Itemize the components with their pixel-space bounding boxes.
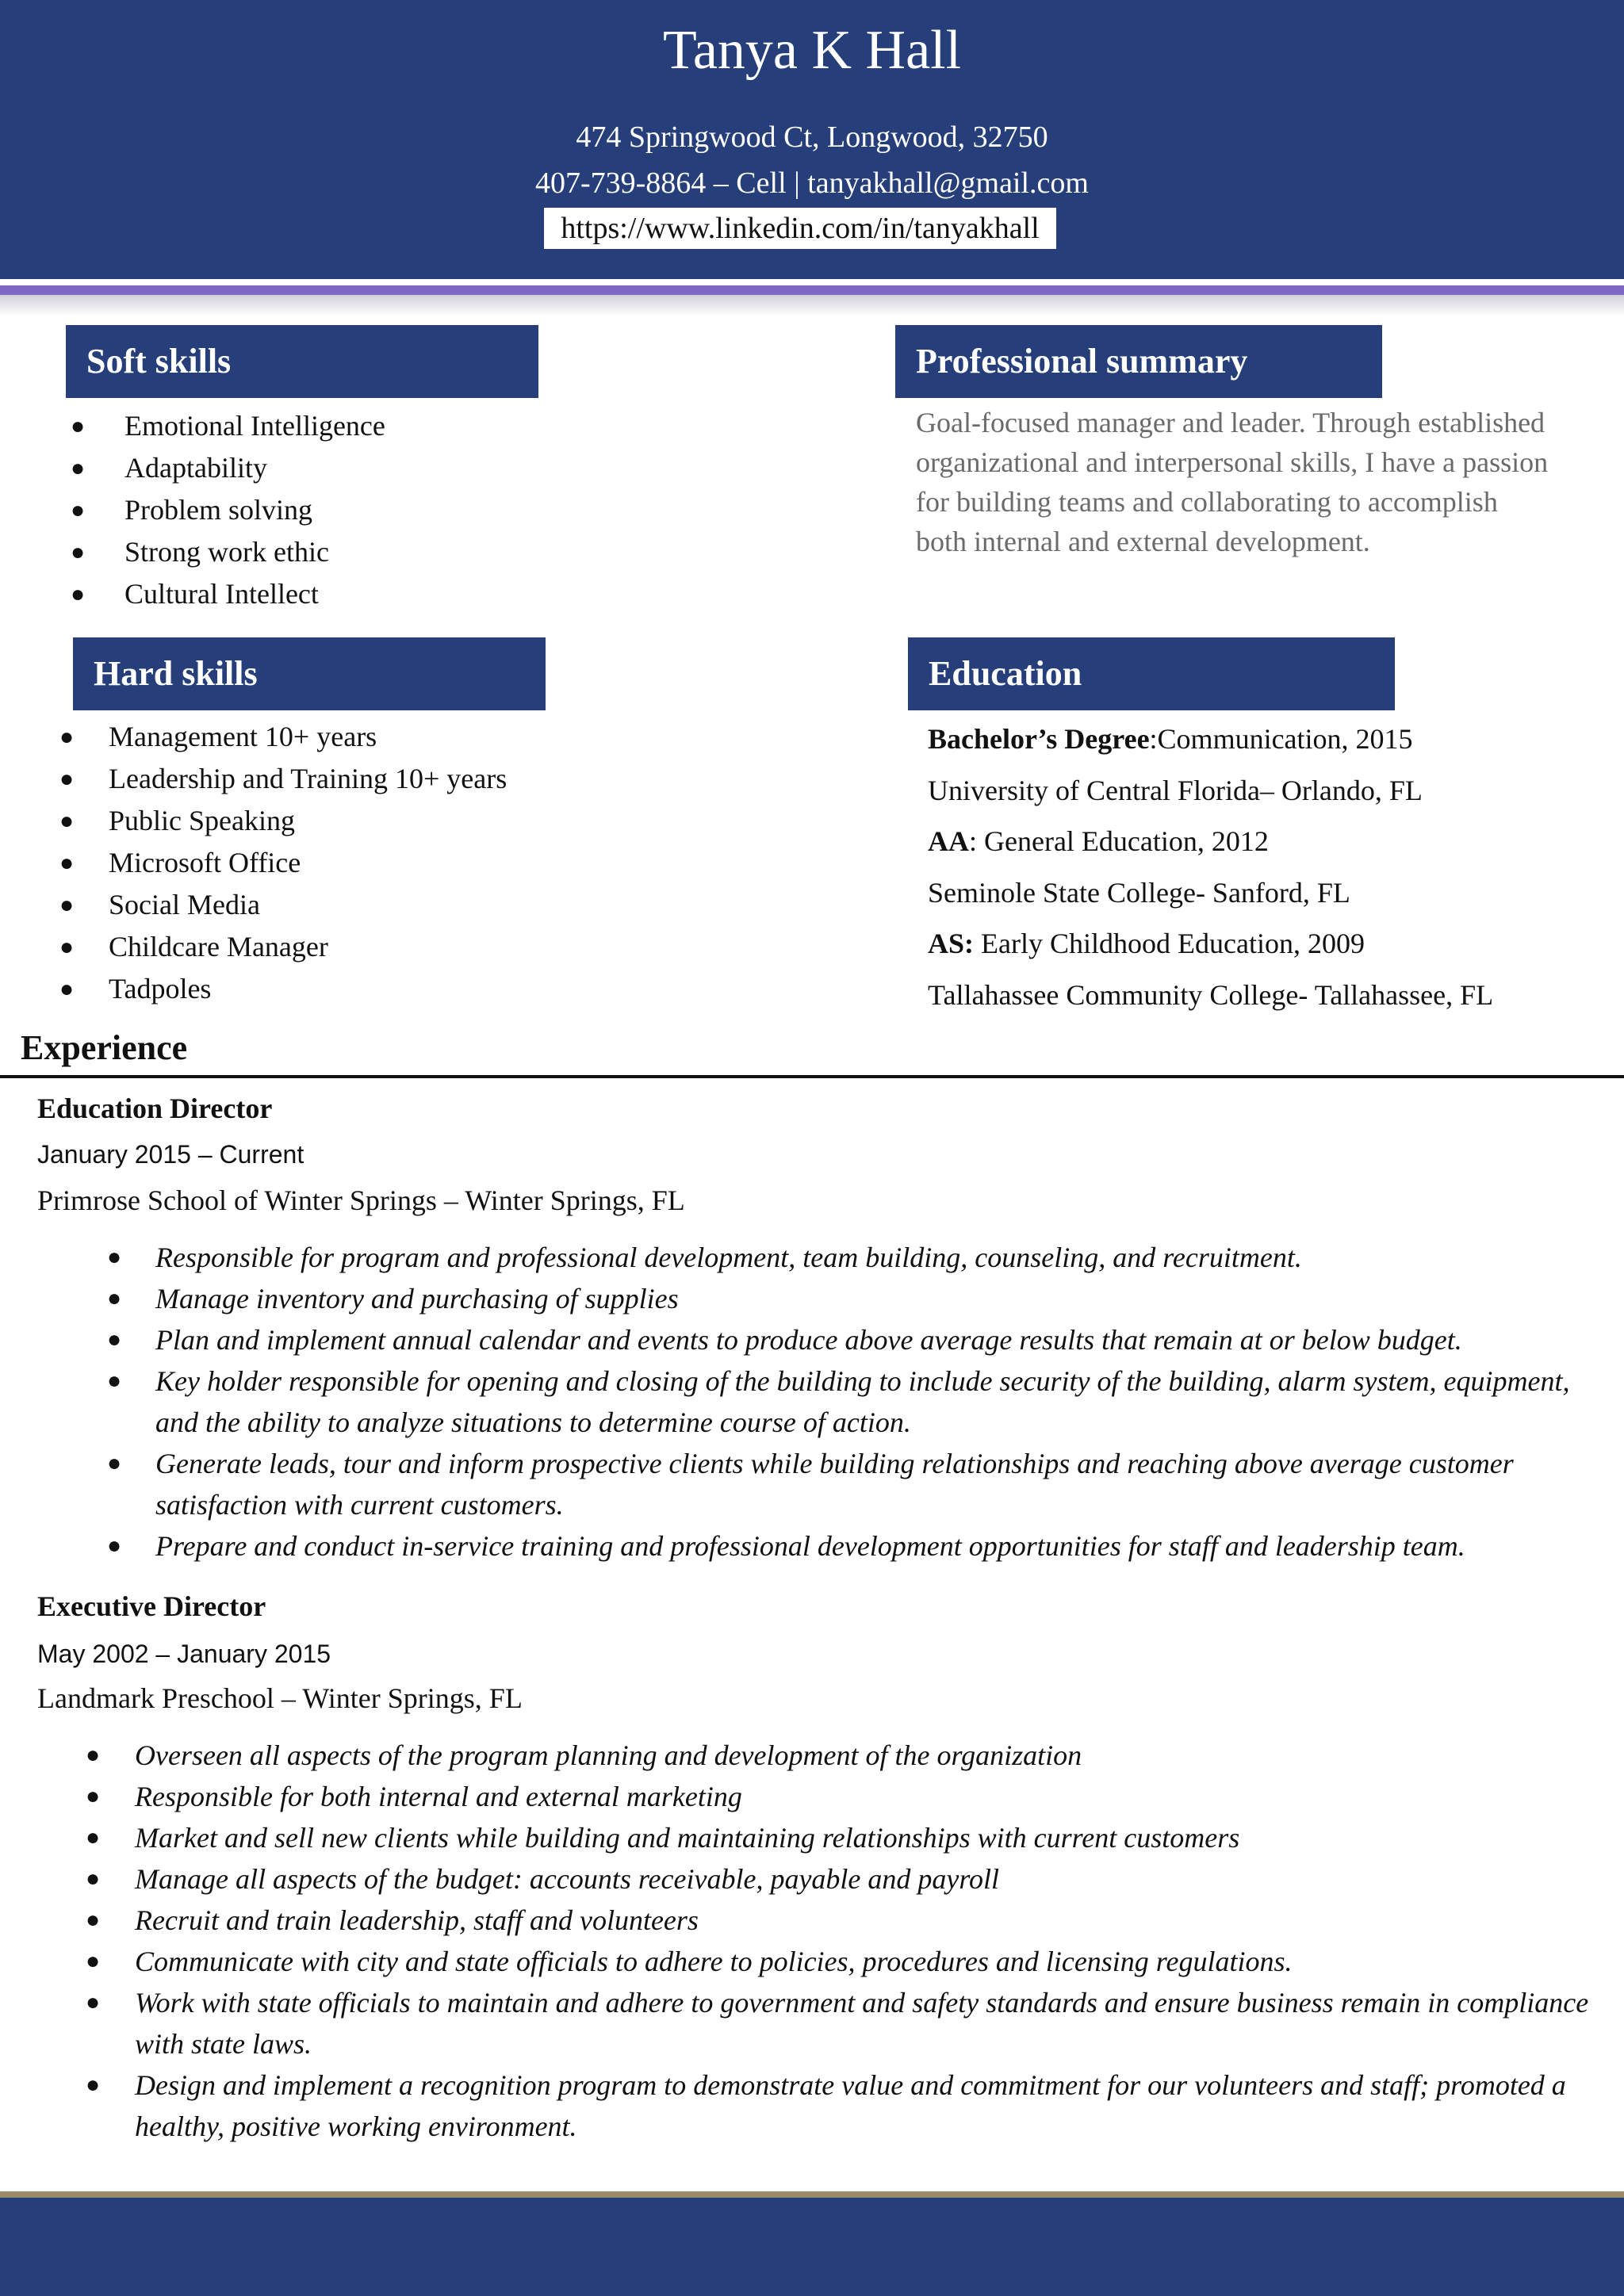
education-degree-1: Bachelor’s Degree:Communication, 2015 [928, 723, 1413, 755]
bullet-icon: ● [59, 724, 75, 750]
list-item: ● Key holder responsible for opening and closing of the building to include security of the building, alarm system, equipment, and the ability to analyze situations to determine course of action. [107, 1360, 1614, 1443]
list-item: ● Manage inventory and purchasing of supplies [107, 1278, 1614, 1319]
hard-skills-heading: Hard skills [73, 637, 546, 710]
footer-accent-line [0, 2191, 1624, 2198]
list-item: ● Strong work ethic [71, 531, 385, 573]
list-item: ● Public Speaking [59, 800, 507, 842]
bullet-icon: ● [71, 413, 86, 439]
list-item: ● Social Media [59, 884, 507, 926]
list-item: ● Management 10+ years [59, 716, 507, 758]
list-item: ● Leadership and Training 10+ years [59, 758, 507, 800]
job-duties-2 [86, 1735, 1592, 2147]
list-item: ● Microsoft Office [59, 842, 507, 884]
bullet-icon: ● [59, 934, 75, 960]
summary-text: Goal-focused manager and leader. Through established organizational and interpersonal skills, I have a passion for building teams and collaborating to accomplish both internal and external development. [916, 407, 1549, 557]
candidate-name: Tanya K Hall [662, 20, 962, 81]
list-item: ● Emotional Intelligence [71, 405, 385, 447]
list-item: ● Cultural Intellect [71, 573, 385, 615]
education-school-2: Seminole State College- Sanford, FL [928, 877, 1350, 909]
list-item: ● Plan and implement annual calendar and events to produce above average results that remain at or below budget. [107, 1319, 1614, 1360]
header-band [0, 0, 1624, 279]
bullet-icon: ● [59, 766, 75, 792]
bullet-icon: ● [59, 976, 75, 1002]
list-item: ● Problem solving [71, 489, 385, 531]
list-item: ● Communicate with city and state officials to adhere to policies, procedures and licensing regulations. [86, 1941, 1592, 1982]
list-item: ● Prepare and conduct in-service training and professional development opportunities for staff and leadership team. [107, 1525, 1614, 1567]
linkedin-link[interactable]: https://www.linkedin.com/in/tanyakhall [544, 208, 1056, 249]
education-school-1: University of Central Florida– Orlando, FL [928, 775, 1423, 806]
bullet-icon: ● [71, 497, 86, 523]
footer-band [0, 2198, 1624, 2296]
bullet-icon: ● [107, 1326, 122, 1353]
list-item: ● Overseen all aspects of the program planning and development of the organization [86, 1735, 1592, 1776]
list-item: ● Design and implement a recognition program to demonstrate value and commitment for our volunteers and staff; promoted a healthy, positive working environment. [86, 2064, 1592, 2147]
header-shadow [0, 295, 1624, 316]
experience-divider [0, 1075, 1624, 1078]
soft-skills-list [71, 405, 385, 615]
education-heading: Education [908, 637, 1395, 710]
header-accent-line [0, 285, 1624, 295]
bullet-icon: ● [59, 808, 75, 834]
list-item: ● Adaptability [71, 447, 385, 489]
list-item: ● Generate leads, tour and inform prospective clients while building relationships and reaching above average customer satisfaction with current customers. [107, 1443, 1614, 1525]
bullet-icon: ● [107, 1533, 122, 1559]
job-place-1: Primrose School of Winter Springs – Winter Springs, FL [37, 1184, 685, 1216]
bullet-icon: ● [107, 1285, 122, 1311]
education-degree-2: AA: General Education, 2012 [928, 825, 1269, 857]
education-school-3: Tallahassee Community College- Tallahassee, FL [928, 979, 1494, 1011]
job-place-2: Landmark Preschool – Winter Springs, FL [37, 1682, 523, 1714]
list-item: ● Tadpoles [59, 968, 507, 1010]
phone-email: 407-739-8864 – Cell | tanyakhall@gmail.com [535, 166, 1089, 200]
list-item: ● Recruit and train leadership, staff and volunteers [86, 1900, 1592, 1941]
bullet-icon: ● [71, 455, 86, 481]
summary-heading: Professional summary [895, 325, 1382, 398]
bullet-icon: ● [59, 850, 75, 876]
bullet-icon: ● [86, 1866, 101, 1892]
job-dates-1: January 2015 – Current [37, 1140, 304, 1169]
bullet-icon: ● [86, 1907, 101, 1933]
list-item: ● Manage all aspects of the budget: accounts receivable, payable and payroll [86, 1858, 1592, 1900]
hard-skills-list [59, 716, 507, 1010]
job-title-2: Executive Director [37, 1590, 266, 1622]
list-item: ● Responsible for program and professional development, team building, counseling, and recruitment. [107, 1237, 1614, 1278]
bullet-icon: ● [59, 892, 75, 918]
soft-skills-heading: Soft skills [66, 325, 538, 398]
list-item: ● Responsible for both internal and external marketing [86, 1776, 1592, 1817]
bullet-icon: ● [86, 1783, 101, 1809]
list-item: ● Work with state officials to maintain and adhere to government and safety standards and ensure business remain in compliance with state laws. [86, 1982, 1592, 2064]
bullet-icon: ● [86, 1824, 101, 1850]
address: 474 Springwood Ct, Longwood, 32750 [576, 121, 1048, 154]
job-title-1: Education Director [37, 1093, 273, 1124]
list-item: ● Market and sell new clients while building and maintaining relationships with current customers [86, 1817, 1592, 1858]
job-duties-1 [107, 1237, 1614, 1567]
bullet-icon: ● [107, 1244, 122, 1270]
bullet-icon: ● [86, 1948, 101, 1974]
bullet-icon: ● [71, 539, 86, 565]
bullet-icon: ● [107, 1450, 122, 1476]
bullet-icon: ● [86, 1742, 101, 1768]
bullet-icon: ● [71, 581, 86, 607]
experience-heading: Experience [21, 1028, 188, 1067]
list-item: ● Childcare Manager [59, 926, 507, 968]
bullet-icon: ● [86, 1989, 101, 2015]
job-dates-2: May 2002 – January 2015 [37, 1640, 331, 1668]
bullet-icon: ● [86, 2072, 101, 2098]
education-degree-3: AS: Early Childhood Education, 2009 [928, 928, 1365, 959]
bullet-icon: ● [107, 1368, 122, 1394]
